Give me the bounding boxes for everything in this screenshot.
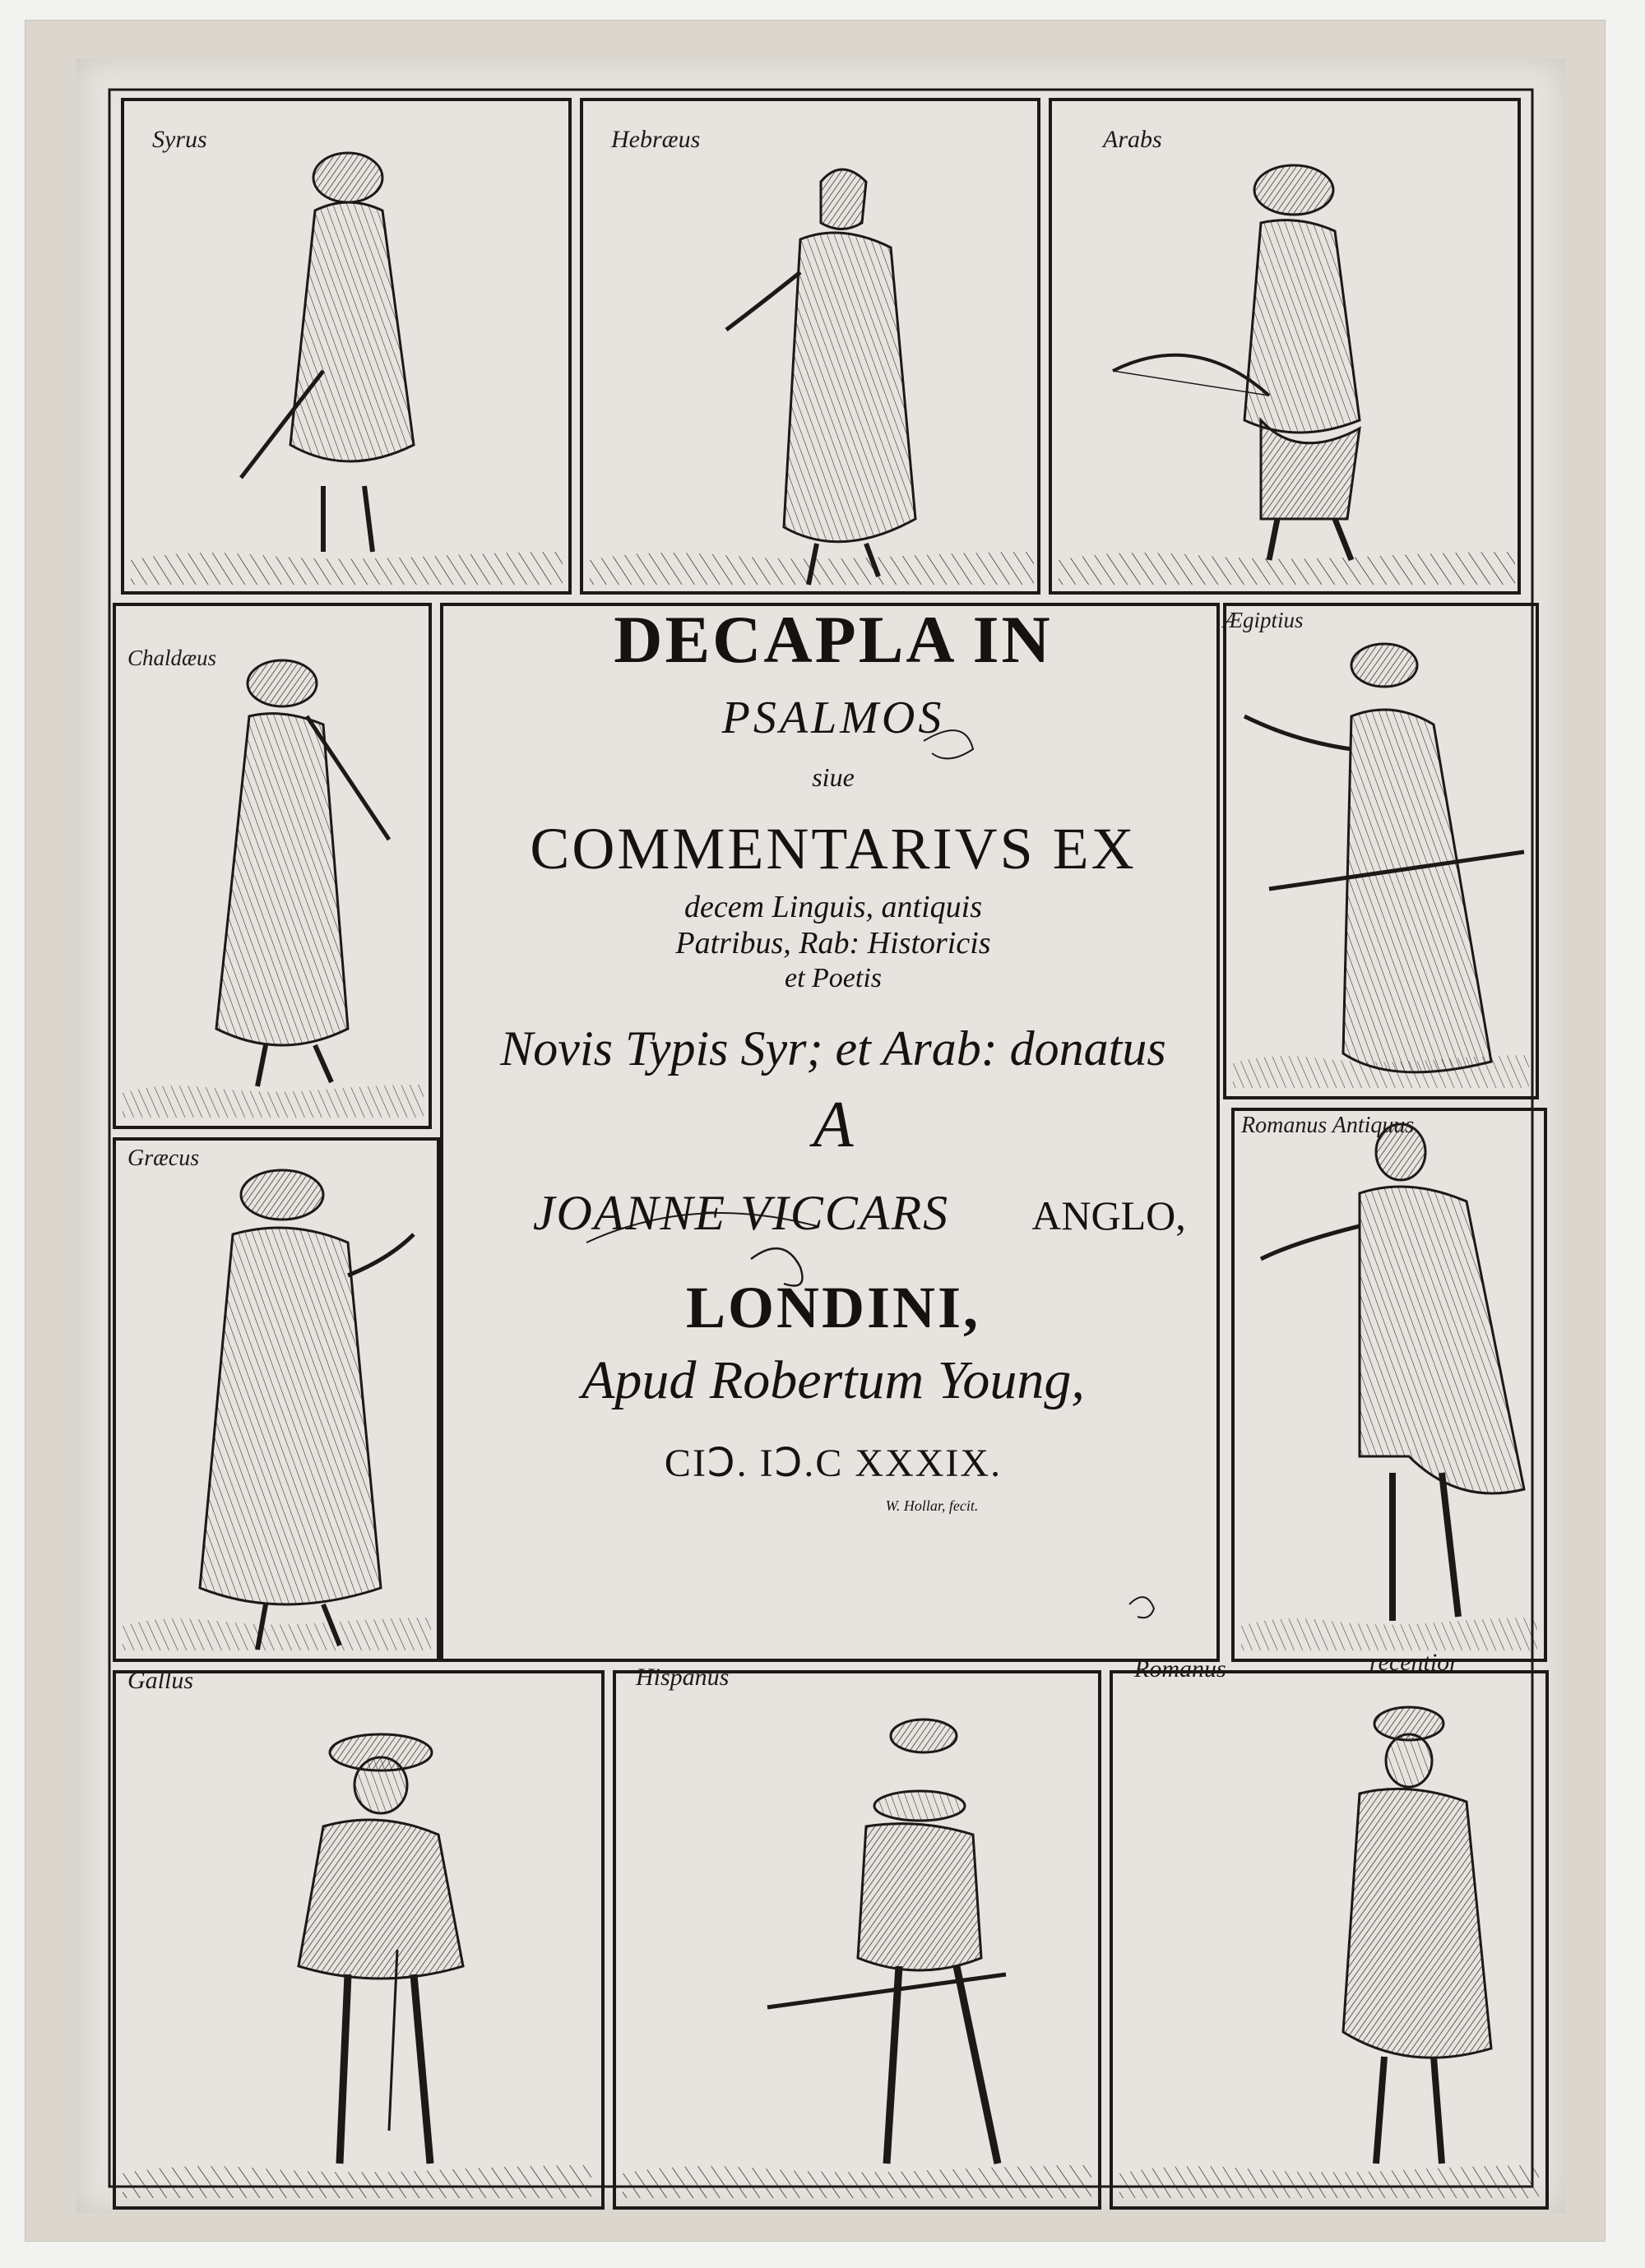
label-hispanus: Hispanus — [636, 1664, 730, 1691]
panel-romanus-recentior — [1111, 1672, 1547, 2208]
label-chaldaeus: Chaldæus — [127, 646, 217, 670]
title-line-decapla: DECAPLA IN — [614, 602, 1053, 677]
figure-arabs — [1113, 165, 1360, 560]
title-line-londini: LONDINI, — [685, 1275, 981, 1340]
title-line-joanne-viccars: JOANNE VICCARS — [532, 1186, 950, 1240]
title-line-siue: siue — [812, 762, 855, 792]
figure-graecus — [200, 1170, 414, 1650]
figure-romanus-antiquus — [1261, 1124, 1524, 1621]
title-line-decem: decem Linguis, antiquis — [683, 890, 983, 924]
label-syrus: Syrus — [152, 126, 207, 153]
label-recentior: recentior — [1369, 1649, 1459, 1676]
title-line-novis-typis: Novis Typis Syr; et Arab: donatus — [500, 1021, 1166, 1076]
figure-hispanus — [767, 1720, 1006, 2164]
mat-board — [25, 20, 1606, 2242]
label-graecus: Græcus — [127, 1146, 200, 1171]
label-arabs: Arabs — [1103, 126, 1162, 153]
title-line-patribus: Patribus, Rab: Historicis — [675, 926, 991, 960]
label-aegiptius: Ægiptius — [1223, 608, 1304, 632]
label-hebraeus: Hebræus — [611, 126, 701, 153]
figure-syrus — [241, 153, 414, 552]
figure-aegiptius — [1244, 644, 1524, 1072]
title-line-poetis: et Poetis — [784, 963, 883, 993]
engraver-signature: W. Hollar, fecit. — [885, 1497, 979, 1514]
figure-chaldaeus — [216, 660, 389, 1086]
panel-hispanus — [614, 1672, 1100, 2208]
label-gallus: Gallus — [127, 1667, 194, 1694]
title-line-commentarius: COMMENTARIVS EX — [530, 816, 1137, 882]
title-line-anglo: ANGLO, — [1031, 1192, 1186, 1238]
title-line-psalmos: PSALMOS — [721, 692, 945, 743]
figure-hebraeus — [726, 169, 915, 585]
label-romanus-recentior: Romanus — [1134, 1655, 1226, 1682]
title-line-a: A — [813, 1089, 854, 1161]
figure-gallus — [299, 1734, 463, 2164]
label-romanus-antiquus: Romanus Antiquus — [1241, 1113, 1415, 1138]
title-line-apud: Apud Robertum Young, — [582, 1350, 1085, 1410]
figure-romanus-recentior — [1343, 1707, 1491, 2164]
engraved-title-page — [76, 58, 1565, 2213]
title-line-date: CIↃ. IↃ.C XXXIX. — [664, 1442, 1003, 1485]
